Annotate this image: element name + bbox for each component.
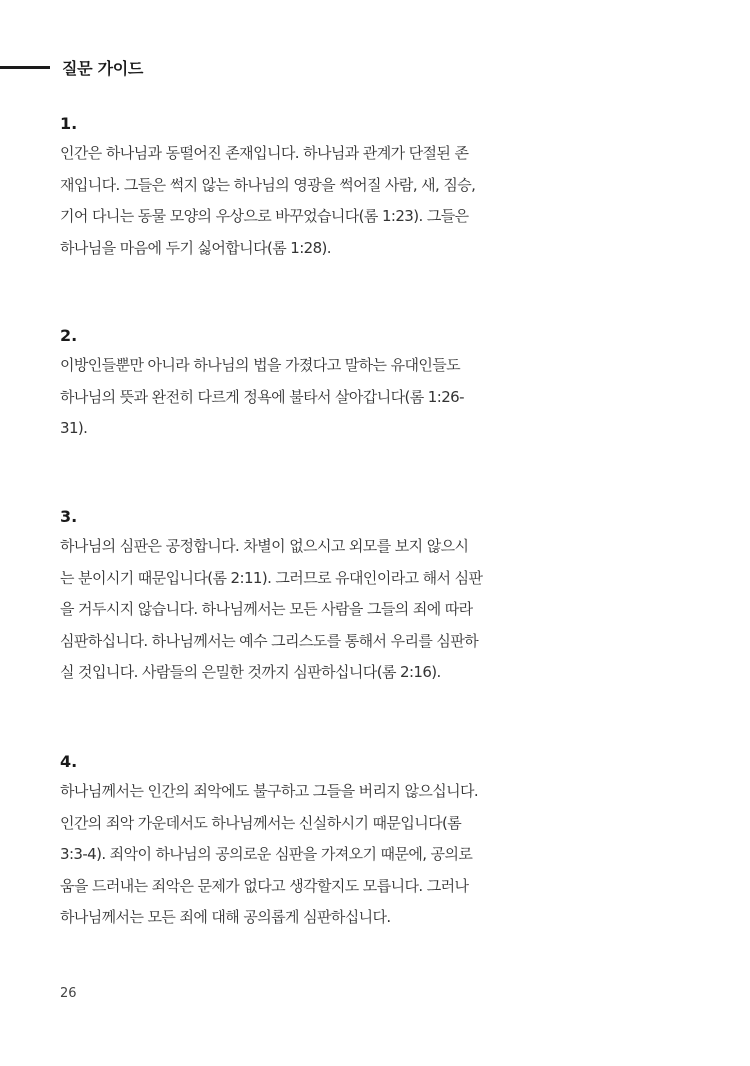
paragraph-line: 하나님께서는 인간의 죄악에도 불구하고 그들을 버리지 않으십니다.: [60, 782, 479, 800]
paragraph-line: 실 것입니다. 사람들의 은밀한 것까지 심판하십니다(롬 2:16).: [60, 663, 441, 681]
paragraph-line: 재입니다. 그들은 썩지 않는 하나님의 영광을 썩어질 사람, 새, 짐승,: [60, 175, 476, 194]
page-number: 26: [60, 986, 77, 1001]
paragraph-line: 인간은 하나님과 동떨어진 존재입니다. 하나님과 관계가 단절된 존: [60, 144, 469, 162]
paragraph-line: 하나님의 뜻과 완전히 다르게 정욕에 불타서 살아갑니다(롬 1:26-: [60, 387, 464, 406]
paragraph-line: 심판하십니다. 하나님께서는 예수 그리스도를 통해서 우리를 심판하: [60, 631, 479, 650]
paragraph-line: 31).: [60, 419, 88, 437]
paragraph-line: 하나님을 마음에 두기 싫어합니다(롬 1:28).: [60, 238, 331, 257]
paragraph-line: 인간의 죄악 가운데서도 하나님께서는 신실하시기 때문입니다(롬: [60, 813, 462, 832]
section-number: 4.: [60, 752, 78, 771]
paragraph-line: 기어 다니는 동물 모양의 우상으로 바꾸었습니다(롬 1:23). 그들은: [60, 207, 469, 225]
paragraph-line: 하나님께서는 모든 죄에 대해 공의롭게 심판하십니다.: [60, 908, 391, 926]
section-number: 3.: [60, 507, 78, 526]
paragraph-line: 3:3-4). 죄악이 하나님의 공의로운 심판을 가져오기 때문에, 공의로: [60, 845, 473, 863]
section-1: [60, 110, 700, 264]
header-rule: [0, 66, 50, 69]
paragraph-line: 는 분이시기 때문입니다(롬 2:11). 그러므로 유대인이라고 해서 심판: [60, 568, 483, 587]
paragraph-line: 이방인들뿐만 아니라 하나님의 법을 가졌다고 말하는 유대인들도: [60, 356, 461, 374]
section-2: [60, 322, 700, 445]
page-title: 질문 가이드: [62, 59, 144, 78]
paragraph-line: 움을 드러내는 죄악은 문제가 없다고 생각할지도 모릅니다. 그러나: [60, 876, 469, 895]
section-number: 2.: [60, 326, 78, 345]
section-4: [60, 748, 700, 934]
paragraph-line: 을 거두시지 않습니다. 하나님께서는 모든 사람을 그들의 죄에 따라: [60, 600, 473, 618]
paragraph-line: 하나님의 심판은 공정합니다. 차별이 없으시고 외모를 보지 않으시: [60, 537, 469, 555]
section-3: [60, 503, 700, 689]
section-number: 1.: [60, 114, 78, 133]
